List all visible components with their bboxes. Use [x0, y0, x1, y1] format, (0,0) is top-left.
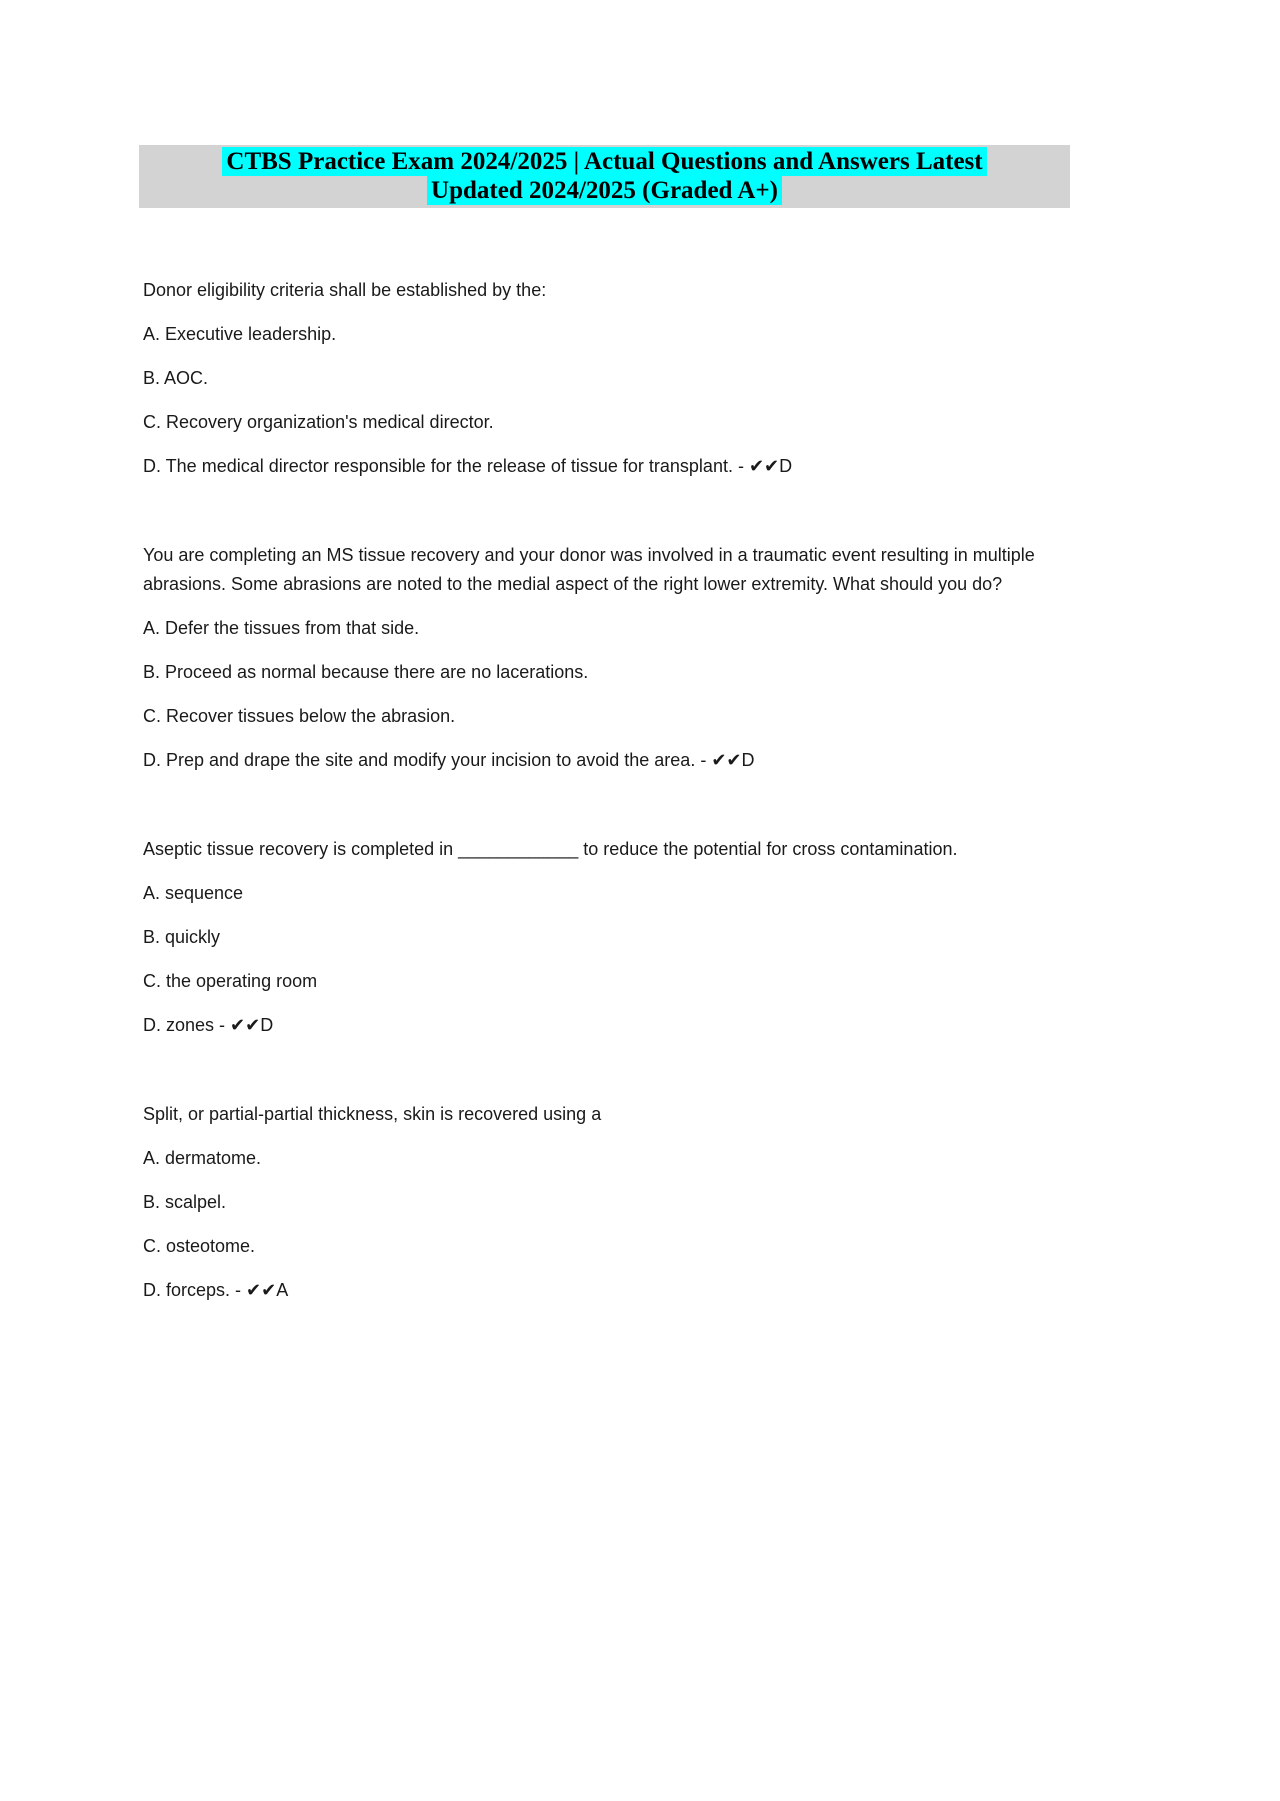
option-b: B. Proceed as normal because there are no lacerations. — [143, 662, 589, 682]
document-page — [0, 145, 1280, 1801]
option-c: C. Recover tissues below the abrasion. — [143, 706, 456, 726]
question-block-1 — [143, 276, 1065, 481]
question-block-4 — [143, 1100, 1065, 1305]
option-d: D. forceps. - ✔✔A — [143, 1280, 289, 1300]
title-line-1 — [139, 147, 1070, 176]
question-text: Split, or partial-partial thickness, skin is recovered using a — [143, 1104, 602, 1124]
question-text: Donor eligibility criteria shall be established by the: — [143, 280, 547, 300]
option-b: B. quickly — [143, 927, 221, 947]
title-highlight-1: CTBS Practice Exam 2024/2025 | Actual Questions and Answers Latest — [222, 147, 986, 176]
option-d: D. Prep and drape the site and modify your incision to avoid the area. - ✔✔D — [143, 750, 755, 770]
title-band — [139, 145, 1070, 208]
option-a: A. dermatome. — [143, 1148, 262, 1168]
option-c: C. osteotome. — [143, 1236, 256, 1256]
option-b: B. scalpel. — [143, 1192, 227, 1212]
question-text: Aseptic tissue recovery is completed in ____________ to reduce the potential for cross contamination. — [143, 839, 958, 859]
question-text: You are completing an MS tissue recovery and your donor was involved in a traumatic event resulting in multiple abrasions. Some abrasions are noted to the medial aspect of the right lower extremity. What should you do? — [143, 545, 1035, 594]
option-a: A. Executive leadership. — [143, 324, 337, 344]
option-c: C. Recovery organization's medical director. — [143, 412, 494, 432]
option-d: D. The medical director responsible for the release of tissue for transplant. - ✔✔D — [143, 456, 793, 476]
option-a: A. Defer the tissues from that side. — [143, 618, 420, 638]
option-a: A. sequence — [143, 883, 244, 903]
option-c: C. the operating room — [143, 971, 318, 991]
option-b: B. AOC. — [143, 368, 209, 388]
title-line-2 — [139, 176, 1070, 205]
document-content — [143, 276, 1065, 1305]
question-block-3 — [143, 835, 1065, 1040]
question-block-2 — [143, 541, 1065, 775]
option-d: D. zones - ✔✔D — [143, 1015, 274, 1035]
title-highlight-2: Updated 2024/2025 (Graded A+) — [427, 176, 782, 205]
